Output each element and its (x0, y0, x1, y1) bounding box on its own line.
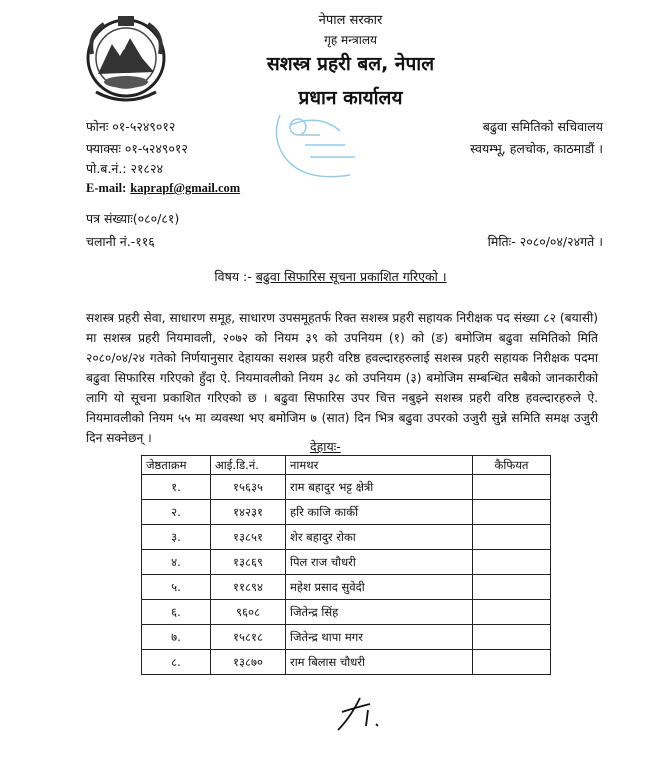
cell-id: १३८५१ (211, 525, 286, 550)
following-label: देहायः- (310, 439, 341, 454)
header-government: नेपाल सरकार (318, 13, 383, 28)
cell-name: जितेन्द्र सिंह (286, 600, 473, 625)
cell-seniority: २. (142, 500, 211, 525)
signature (330, 690, 400, 744)
table-header-row (142, 456, 551, 475)
cell-remarks (473, 525, 551, 550)
cell-id: १४२३१ (211, 500, 286, 525)
cell-id: १३८६९ (211, 550, 286, 575)
cell-seniority: १. (142, 475, 211, 500)
cell-seniority: ४. (142, 550, 211, 575)
cell-seniority: ६. (142, 600, 211, 625)
col-id: आई.डि.नं. (211, 456, 286, 475)
body-paragraph: सशस्त्र प्रहरी सेवा, साधारण समूह, साधारण उपसमूहतर्फ रिक्त सशस्त्र प्रहरी सहायक निरीक्षक पद संख्या ८२ (बयासी) मा सशस्त्र प्रहरी नियमावली, २०७२ को नियम ३९ को उपनियम (१) को (ङ) बमोजिम बढुवा समितिको मिति २०८०/०४/२४ गतेको निर्णयानुसार देहायका सशस्त्र प्रहरी वरिष्ठ हवल्दारहरुलाई सशस्त्र प्रहरी सहायक निरीक्षक पदमा बढुवा सिफारिस गरिएको हुँदा ऐ. नियमावलीको नियम ३८ को उपनियम (३) बमोजिम सम्बन्धित सबैको जानकारीको लागि यो सूचना प्रकाशित गरिएको छ । बढुवा सिफारिस उपर चित्त नबुझ्ने सशस्त्र प्रहरी वरिष्ठ हवल्दारहरुले ऐ. नियमावलीको नियम ५५ मा व्यवस्था भए बमोजिम ७ (सात) दिन भित्र बढुवा उपरको उजुरी सुन्ने समिति समक्ष उजुरी दिन सक्नेछन् । (86, 311, 598, 445)
cell-id: १३८७० (211, 650, 286, 675)
cell-name: महेश प्रसाद सुवेदी (286, 575, 473, 600)
table-row (142, 625, 551, 650)
letter-date: मितिः- २०८०/०४/२४गते । (487, 234, 603, 249)
cell-seniority: ५. (142, 575, 211, 600)
subject-label: विषय :- (214, 269, 252, 284)
cell-seniority: ३. (142, 525, 211, 550)
cell-name: शेर बहादुर रोका (286, 525, 473, 550)
col-remarks: कैफियत (473, 456, 551, 475)
cell-remarks (473, 650, 551, 675)
cell-remarks (473, 475, 551, 500)
header-organization: सशस्त्र प्रहरी बल, नेपाल (266, 53, 435, 75)
office-address: स्वयम्भू, हलचोक, काठमाडौं । (470, 141, 603, 156)
table-row (142, 600, 551, 625)
header-office: प्रधान कार्यालय (298, 87, 403, 109)
cell-name: पिल राज चौधरी (286, 550, 473, 575)
email-label: E-mail: (86, 181, 127, 195)
office-stamp (260, 105, 390, 199)
cell-id: ९६०८ (211, 600, 286, 625)
promotion-table (141, 455, 551, 675)
office-secretariat: बढुवा समितिको सचिवालय (482, 119, 603, 134)
table-row (142, 500, 551, 525)
cell-remarks (473, 625, 551, 650)
fax-number: फ्याक्सः ०१-५२४९०१२ (86, 141, 188, 156)
cell-seniority: ७. (142, 625, 211, 650)
subject-text: बढुवा सिफारिस सूचना प्रकाशित गरिएको । (255, 269, 447, 284)
dispatch-number: चलानी नं.-११६ (86, 234, 155, 249)
email-row (86, 180, 240, 196)
cell-remarks (473, 600, 551, 625)
letter-number: पत्र संख्याः(०८०/८१) (86, 211, 180, 226)
cell-seniority: ८. (142, 650, 211, 675)
table-row (142, 550, 551, 575)
email-link[interactable]: kaprapf@gmail.com (130, 181, 241, 195)
cell-name: राम बहादुर भट्ट क्षेत्री (286, 475, 473, 500)
subject-line (0, 268, 661, 285)
cell-name: राम बिलास चौधरी (286, 650, 473, 675)
cell-remarks (473, 550, 551, 575)
table-row (142, 475, 551, 500)
table-row (142, 525, 551, 550)
col-name: नामथर (286, 456, 473, 475)
cell-name: हरि काजि कार्की (286, 500, 473, 525)
po-box: पो.ब.नं.: २१८२४ (86, 161, 164, 176)
cell-name: जितेन्द्र थापा मगर (286, 625, 473, 650)
table-row (142, 575, 551, 600)
cell-remarks (473, 575, 551, 600)
header-ministry: गृह मन्त्रालय (324, 33, 377, 47)
cell-id: १५८१८ (211, 625, 286, 650)
phone-number: फोनः ०१-५२४९०१२ (86, 119, 176, 134)
col-seniority: जेष्ठताक्रम (142, 456, 211, 475)
cell-id: ११८९४ (211, 575, 286, 600)
table-row (142, 650, 551, 675)
cell-id: १५६३५ (211, 475, 286, 500)
cell-remarks (473, 500, 551, 525)
